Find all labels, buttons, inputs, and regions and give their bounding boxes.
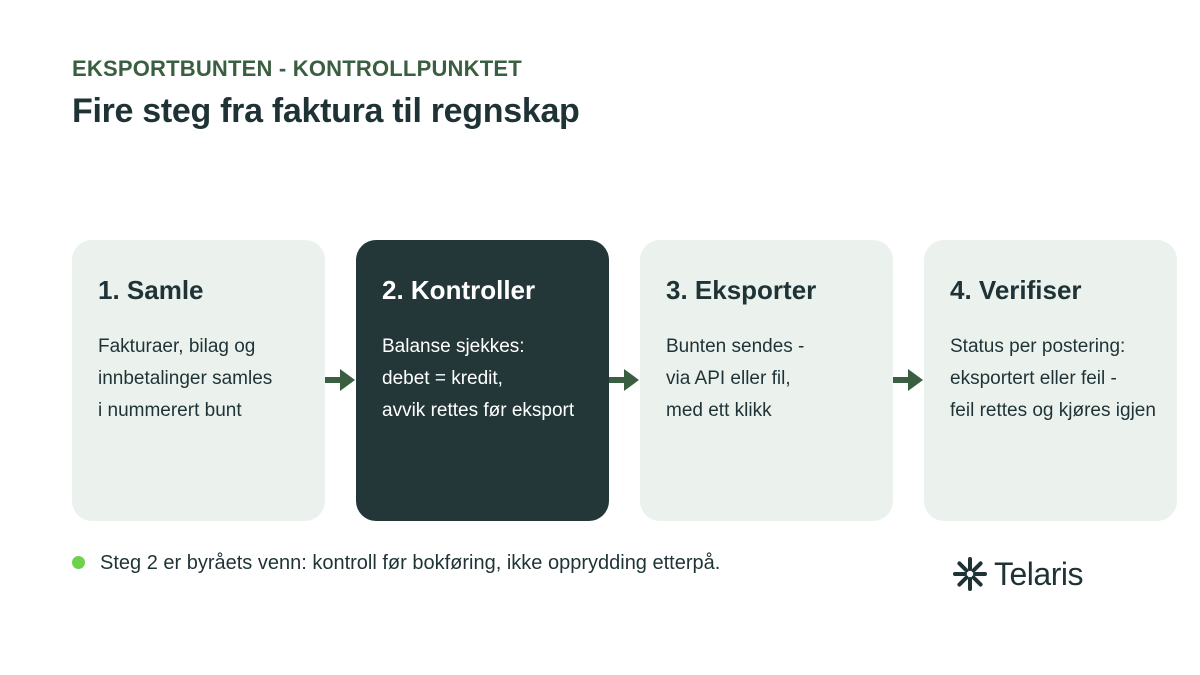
arrow-right-icon <box>893 368 923 392</box>
step-line: Balanse sjekkes: <box>382 336 525 357</box>
step-line: eksportert eller feil - <box>950 368 1117 389</box>
step-line: med ett klikk <box>666 400 772 421</box>
step-line: via API eller fil, <box>666 368 791 389</box>
step-card-2 <box>356 240 609 521</box>
step-card-3 <box>640 240 893 521</box>
eyebrow-label: EKSPORTBUNTEN - KONTROLLPUNKTET <box>72 56 522 81</box>
step-line: avvik rettes før eksport <box>382 400 575 421</box>
brand-name: Telaris <box>994 556 1083 592</box>
step-line: innbetalinger samles <box>98 368 273 389</box>
step-line: Bunten sendes - <box>666 336 805 357</box>
step-title: 1. Samle <box>98 275 204 305</box>
step-title: 3. Eksporter <box>666 275 817 305</box>
asterisk-logo-icon <box>952 556 988 592</box>
note-bullet-dot <box>72 556 85 569</box>
brand-logo <box>952 554 1083 594</box>
step-card-4 <box>924 240 1177 521</box>
step-line: i nummerert bunt <box>98 400 242 421</box>
footnote: Steg 2 er byråets venn: kontroll før bokføring, ikke opprydding etterpå. <box>100 552 721 574</box>
step-line: Fakturaer, bilag og <box>98 336 256 357</box>
page-title: Fire steg fra faktura til regnskap <box>72 92 580 130</box>
step-line: Status per postering: <box>950 336 1126 357</box>
arrow-right-icon <box>325 368 355 392</box>
step-card-1 <box>72 240 325 521</box>
arrow-right-icon <box>609 368 639 392</box>
step-title: 4. Verifiser <box>950 275 1082 305</box>
step-line: feil rettes og kjøres igjen <box>950 400 1156 421</box>
step-line: debet = kredit, <box>382 368 503 389</box>
step-title: 2. Kontroller <box>382 275 536 305</box>
